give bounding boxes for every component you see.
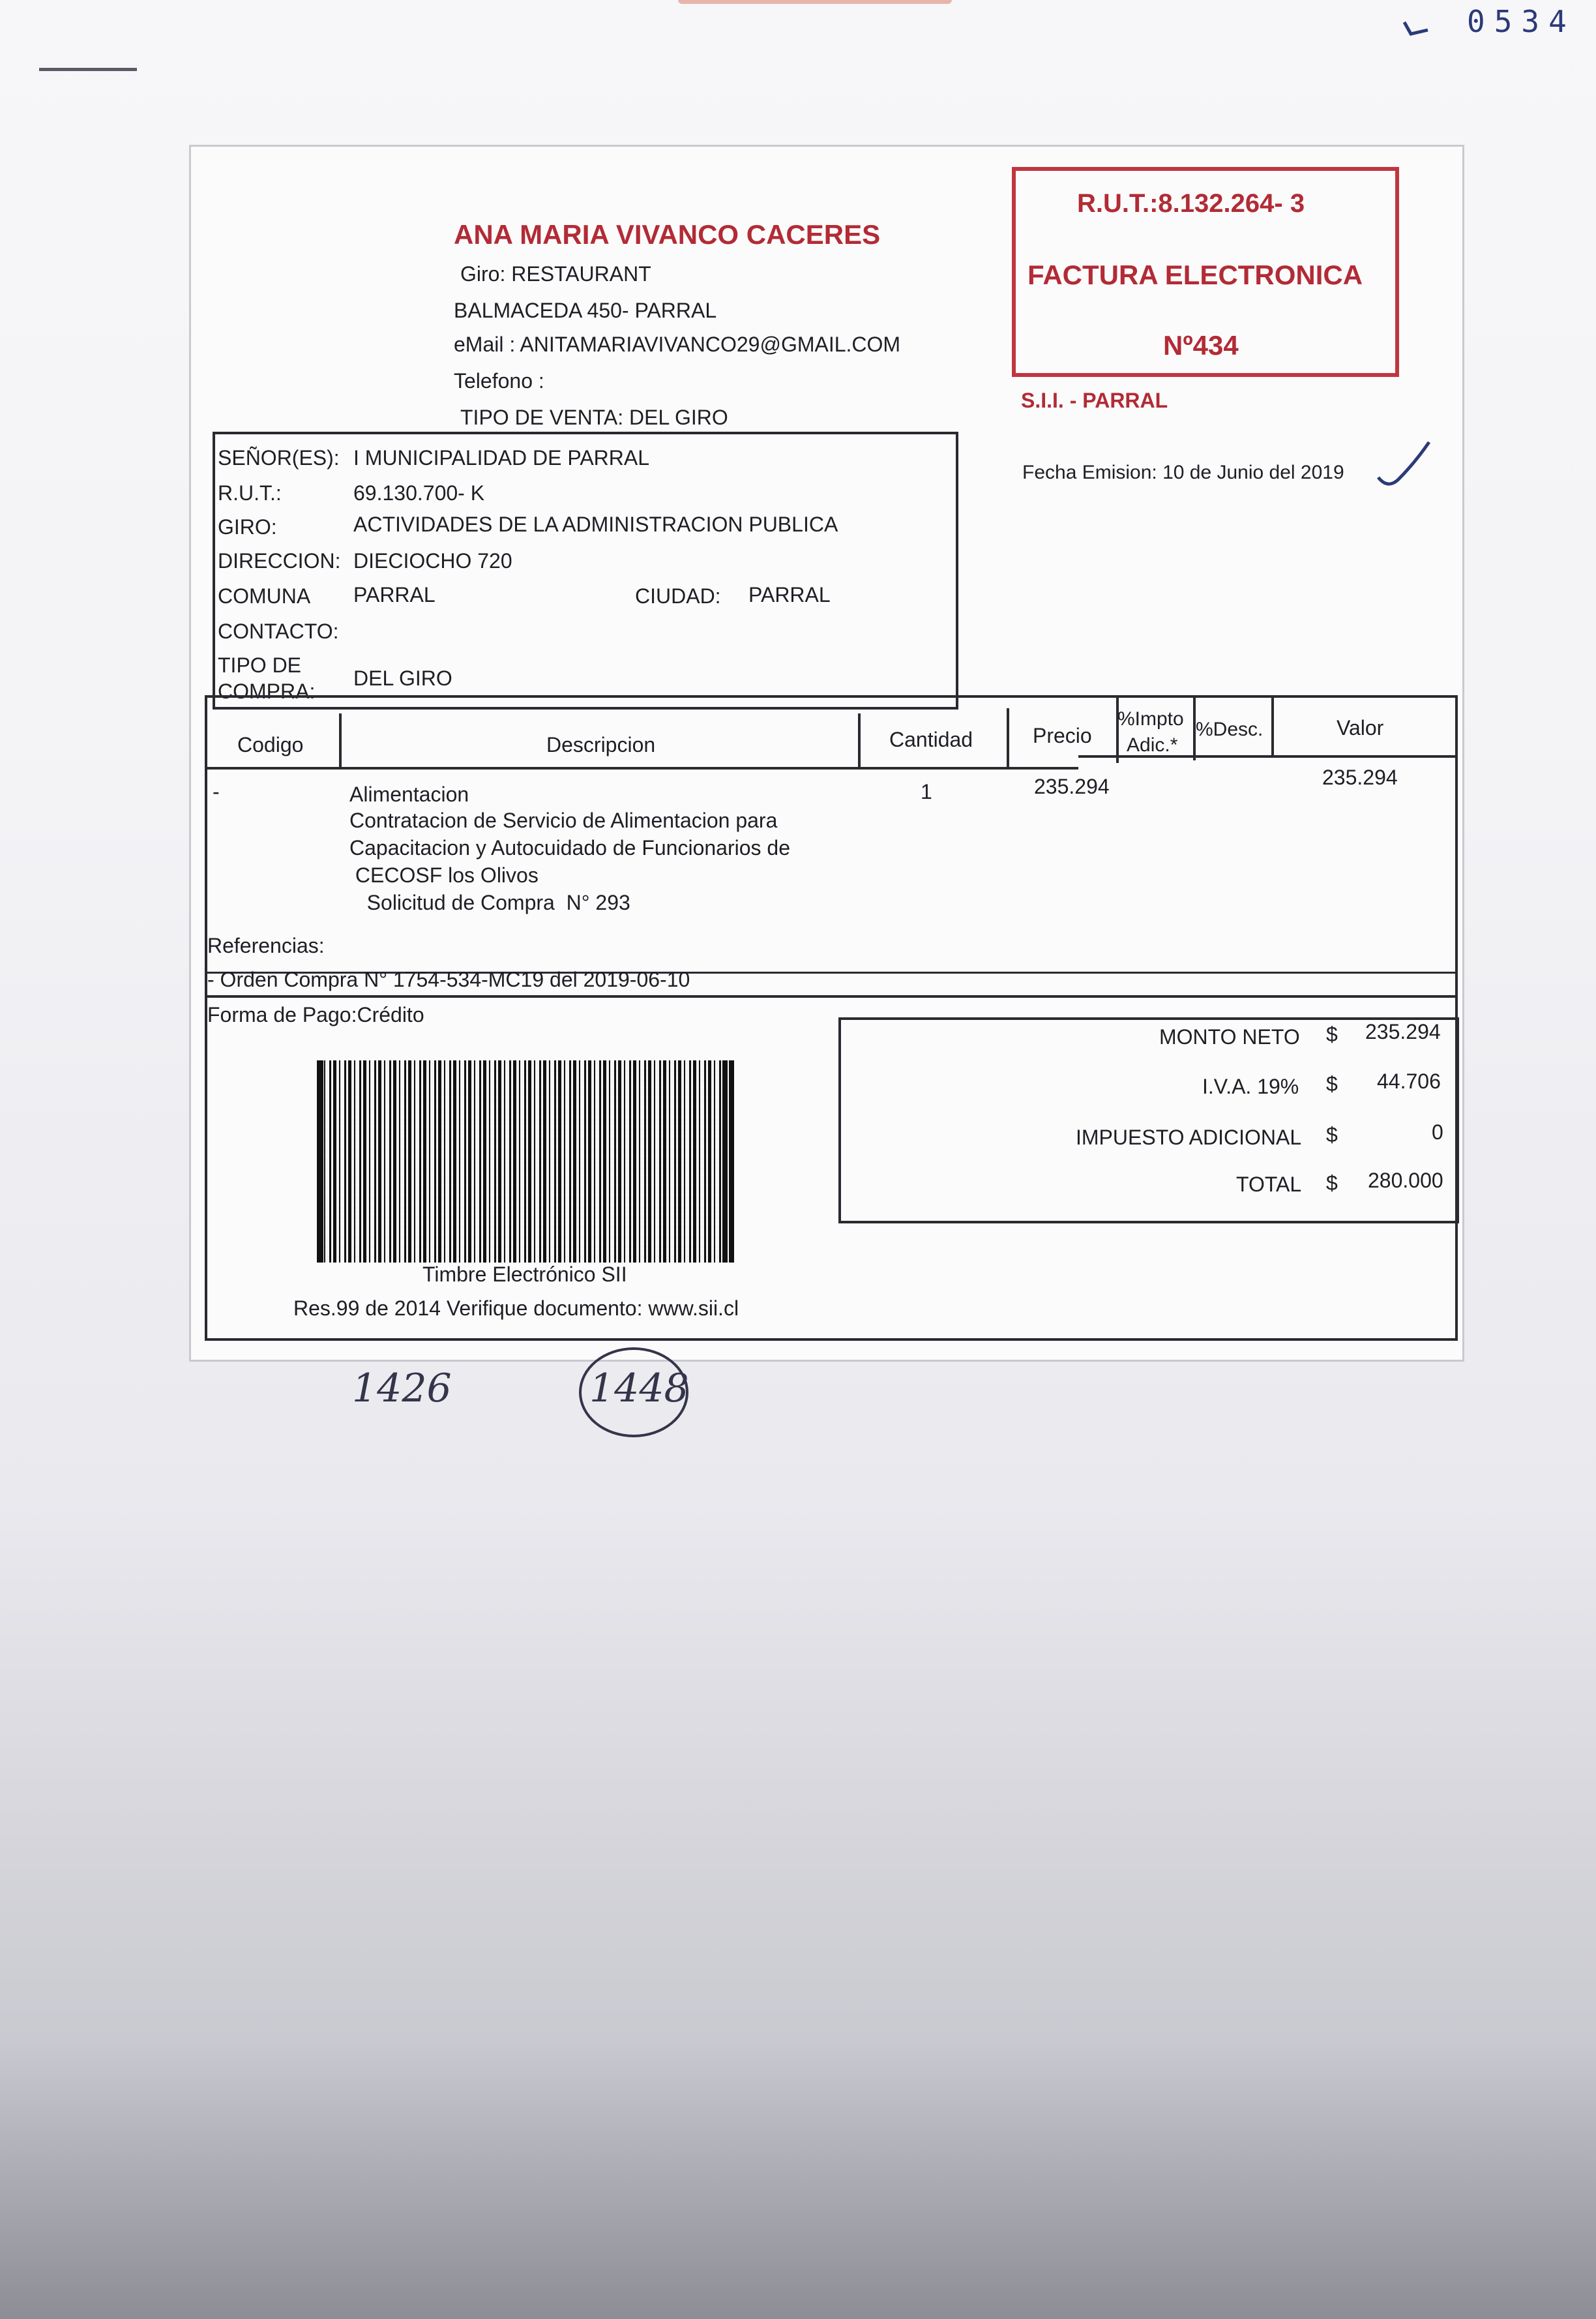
client-rut-value: 69.130.700- K [353,481,485,505]
invoice-rut: R.U.T.:8.132.264- 3 [1077,189,1305,218]
client-comuna-label: COMUNA [218,584,311,608]
corner-check-mark [1402,20,1430,39]
client-comuna-value: PARRAL [353,583,436,606]
row-precio: 235.294 [1034,775,1110,798]
client-tipo-compra-value: DEL GIRO [353,666,452,690]
barcode-edge-left [317,1060,323,1263]
references-label: Referencias: [207,934,325,957]
reference-order: - Orden Compra N° 1754-534-MC19 del 2019-06-10 [207,968,690,991]
barcode-edge-right-2 [730,1060,734,1263]
issuer-phone: Telefono : [454,369,544,393]
client-senor-value: I MUNICIPALIDAD DE PARRAL [353,446,650,470]
header-impto-1: %Impto [1117,708,1184,730]
total-currency: $ [1326,1171,1338,1195]
row-description-line-3: Capacitacion y Autocuidado de Funcionarios de [349,836,790,860]
client-giro-value: ACTIVIDADES DE LA ADMINISTRACION PUBLICA [353,513,838,536]
client-contacto-label: CONTACTO: [218,620,339,643]
header-desc: %Desc. [1196,719,1264,740]
pen-dash [39,68,137,71]
invoice-sii: S.I.I. - PARRAL [1021,389,1168,412]
client-ciudad-label: CIUDAD: [635,584,721,608]
row-codigo: - [213,780,220,803]
neto-label: MONTO NETO [1159,1025,1300,1049]
totals-box [838,1017,1459,1223]
neto-value: 235.294 [1365,1020,1441,1043]
iva-currency: $ [1326,1072,1338,1096]
payment-method: Forma de Pago:Crédito [207,1003,424,1026]
invoice-number: Nº434 [1163,330,1239,361]
issuer-giro: Giro: RESTAURANT [460,262,651,286]
issuer-name: ANA MARIA VIVANCO CACERES [454,219,881,250]
issuer-address: BALMACEDA 450- PARRAL [454,299,717,322]
timbre-caption: Timbre Electrónico SII [422,1263,627,1286]
reference-bottom-line [205,995,1455,998]
header-codigo: Codigo [237,733,304,756]
invoice-date: Fecha Emision: 10 de Junio del 2019 [1022,462,1344,483]
table-header-bottom [205,767,1078,770]
col-divider-2 [858,713,861,768]
col-divider-3 [1007,708,1009,768]
row-description-line-2: Contratacion de Servicio de Alimentacion para [349,809,778,832]
issuer-sale-type: TIPO DE VENTA: DEL GIRO [460,406,728,429]
row-description-line-4: CECOSF los Olivos [349,863,539,887]
col-divider-4 [1116,698,1119,763]
header-valor: Valor [1337,716,1384,740]
corner-stamp-number: 0534 [1467,4,1576,39]
client-ciudad-value: PARRAL [748,583,831,606]
row-cantidad: 1 [921,780,932,803]
client-direccion-value: DIECIOCHO 720 [353,549,512,573]
adicional-label: IMPUESTO ADICIONAL [1076,1126,1302,1149]
handwritten-number-left: 1426 [352,1366,452,1411]
header-cantidad: Cantidad [889,728,973,751]
col-divider-1 [339,713,342,768]
iva-label: I.V.A. 19% [1202,1075,1299,1098]
client-tipo-compra-label-2: COMPRA: [218,680,316,703]
barcode-edge-right-1 [722,1060,728,1263]
client-direccion-label: DIRECCION: [218,549,341,573]
col-divider-6 [1271,698,1274,758]
iva-value: 44.706 [1377,1070,1441,1093]
client-rut-label: R.U.T.: [218,481,282,505]
header-precio: Precio [1033,724,1092,747]
row-description-line-1: Alimentacion [349,783,469,806]
issuer-email: eMail : ANITAMARIAVIVANCO29@GMAIL.COM [454,333,901,356]
top-red-mark [678,0,952,4]
client-tipo-compra-label-1: TIPO DE [218,653,302,677]
client-giro-label: GIRO: [218,515,277,539]
neto-currency: $ [1326,1023,1338,1046]
total-label: TOTAL [1236,1173,1302,1196]
total-value: 280.000 [1368,1169,1443,1192]
timbre-barcode [318,1060,734,1263]
pen-check-mark [1374,437,1433,489]
header-descripcion: Descripcion [546,733,656,756]
client-senor-label: SEÑOR(ES): [218,446,340,470]
handwritten-number-circled: 1448 [589,1366,689,1411]
header-impto-2: Adic.* [1127,734,1178,756]
row-description-line-5: Solicitud de Compra N° 293 [349,891,630,914]
adicional-currency: $ [1326,1123,1338,1146]
row-valor: 235.294 [1322,766,1398,789]
adicional-value: 0 [1432,1120,1443,1144]
timbre-verify: Res.99 de 2014 Verifique documento: www.sii.cl [293,1296,739,1320]
invoice-doc-type: FACTURA ELECTRONICA [1027,260,1363,290]
